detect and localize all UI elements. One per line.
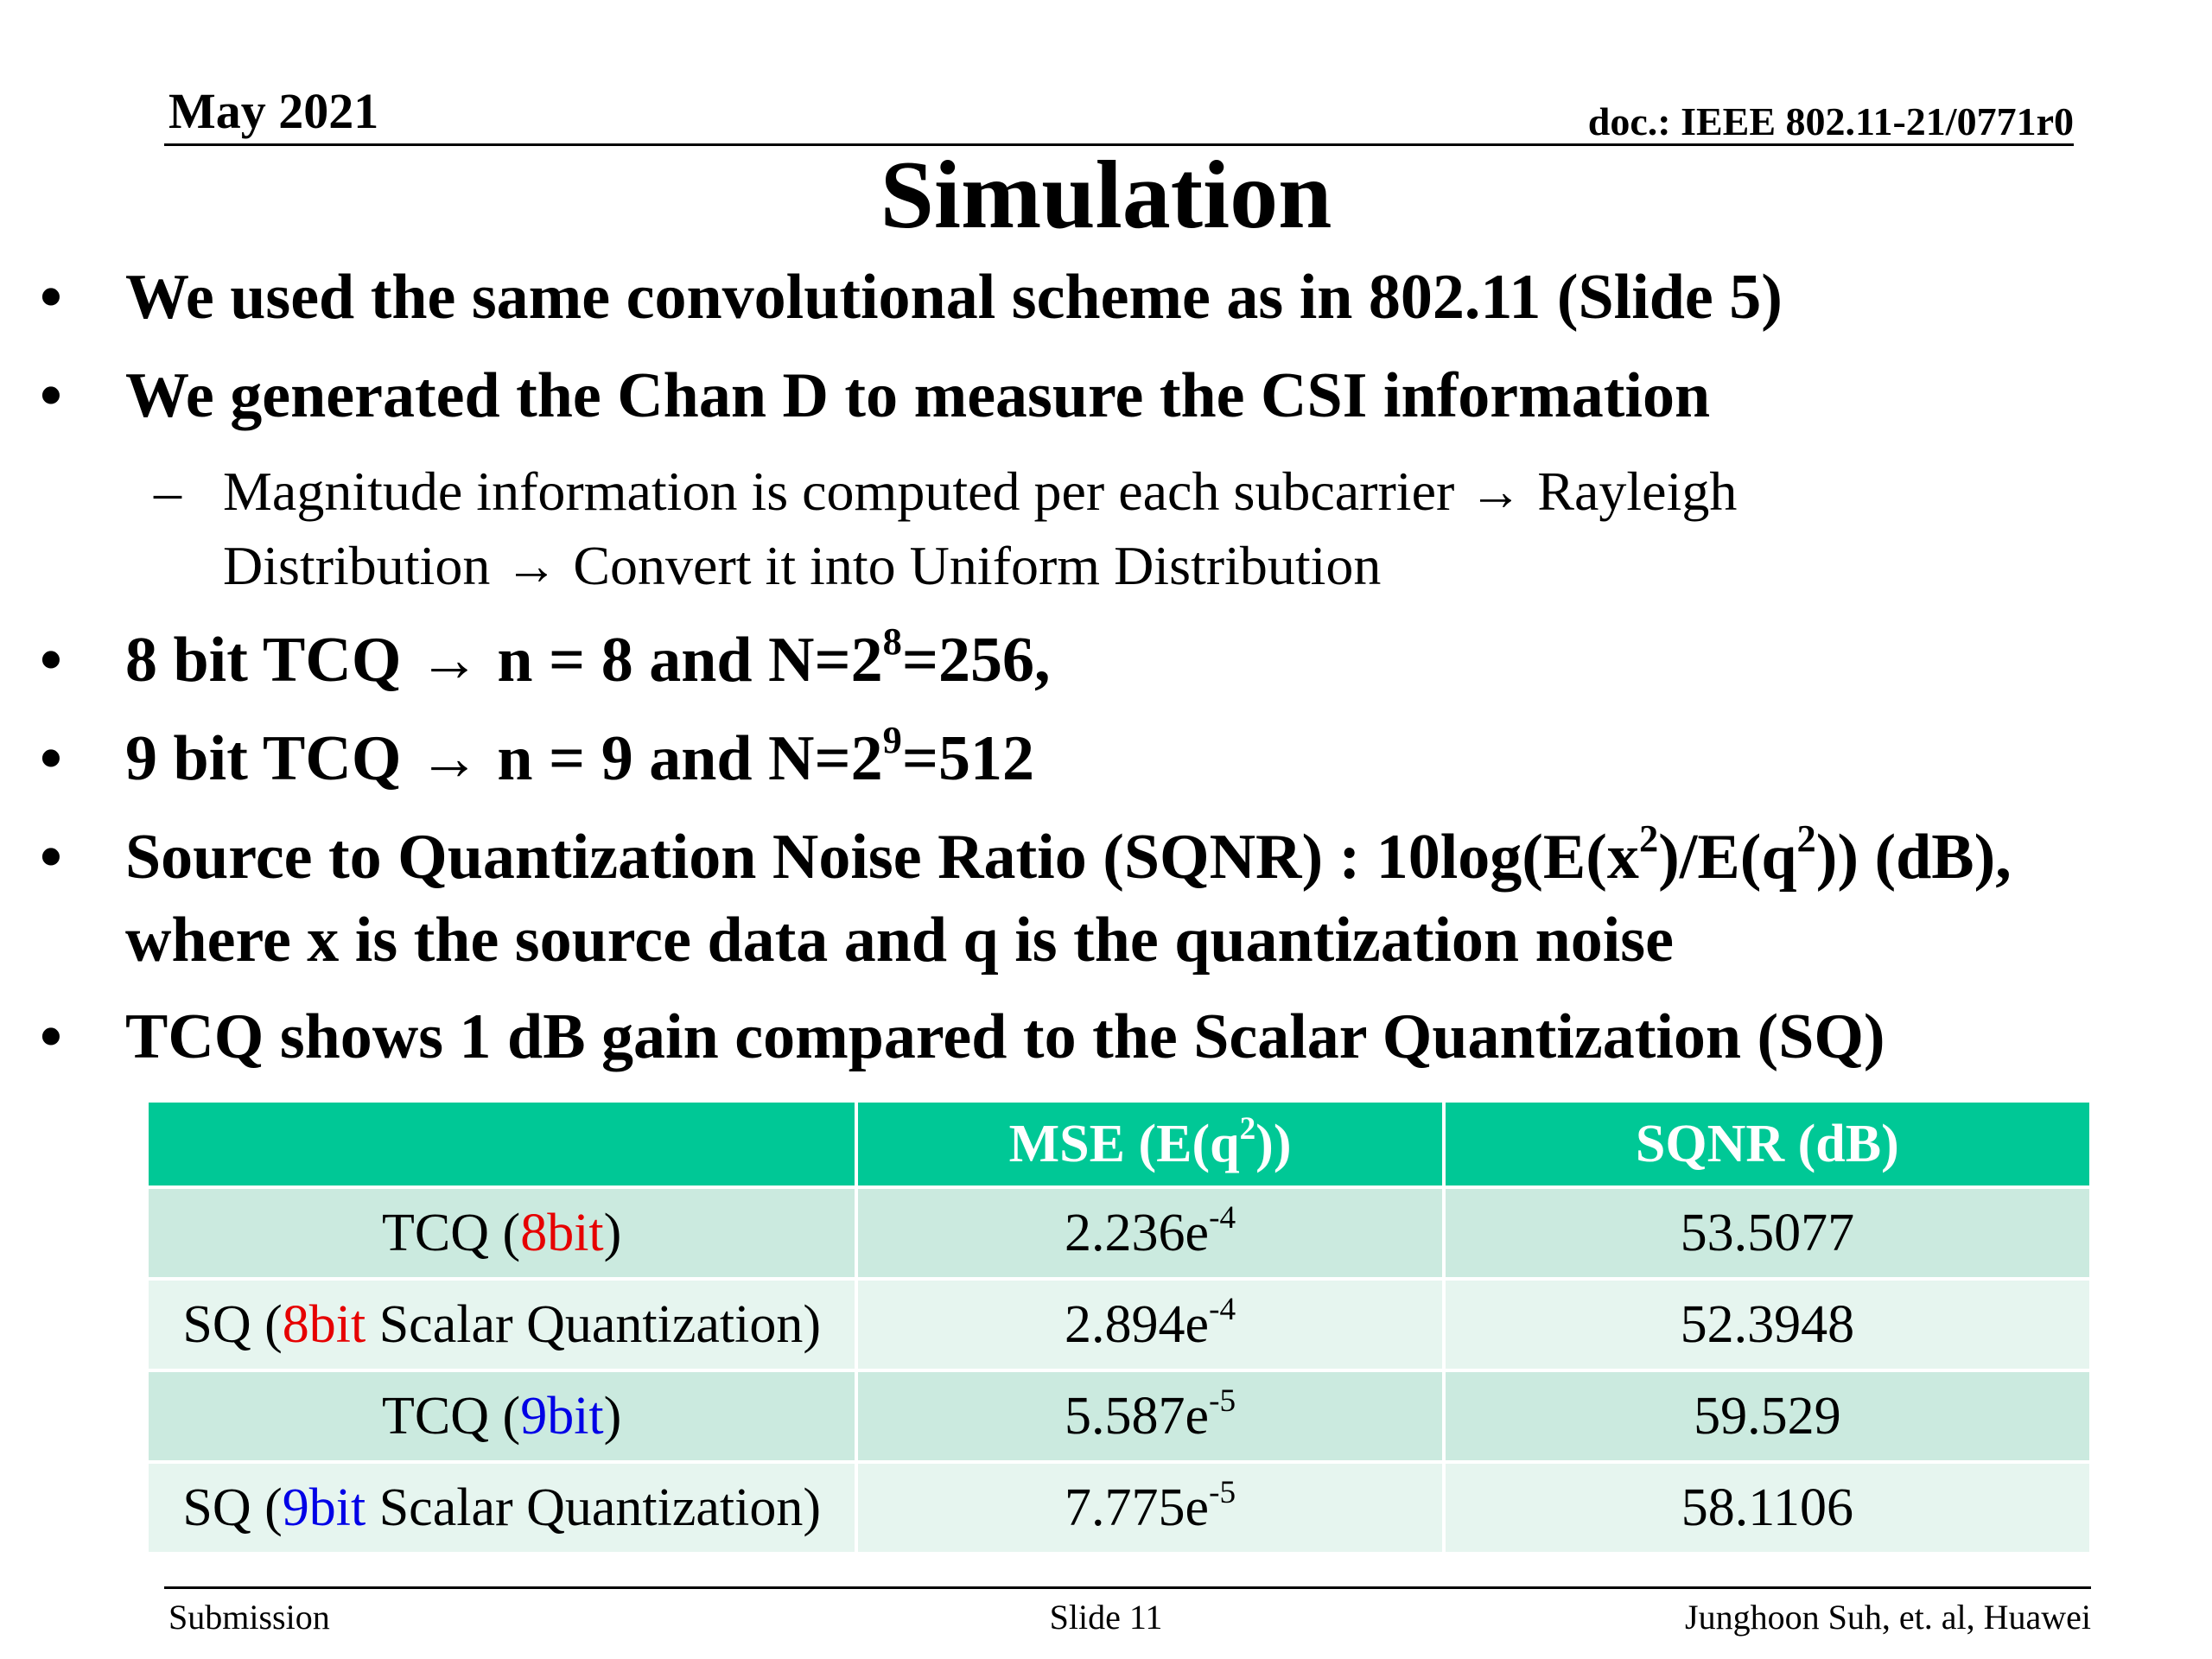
row-label bbox=[149, 1370, 856, 1462]
label-text: TCQ ( bbox=[382, 1203, 521, 1262]
bullet-text: 9 bit TCQ bbox=[125, 723, 402, 794]
arrow-icon: → bbox=[418, 625, 480, 696]
mse-value bbox=[856, 1279, 1443, 1370]
sub-bullet-1-line-2 bbox=[223, 529, 1381, 603]
bit-count: 8bit bbox=[282, 1294, 366, 1354]
footer-divider bbox=[164, 1586, 2091, 1589]
bit-count: 9bit bbox=[520, 1386, 604, 1446]
table-row bbox=[149, 1187, 2091, 1279]
table-header-mse bbox=[856, 1103, 1443, 1187]
bullet-1-text: We used the same convolutional scheme as in 802.11 (Slide 5) bbox=[125, 262, 1783, 333]
label-text: Scalar Quantization) bbox=[365, 1478, 821, 1537]
label-text: SQ ( bbox=[182, 1478, 283, 1537]
bullet-6-text: TCQ shows 1 dB gain compared to the Scalar Quantization (SQ) bbox=[125, 1001, 1885, 1072]
row-label bbox=[149, 1462, 856, 1554]
label-text: ) bbox=[603, 1386, 622, 1446]
results-table bbox=[149, 1103, 2093, 1555]
mse-value bbox=[856, 1370, 1443, 1462]
bullet-3-text bbox=[125, 619, 1051, 702]
bit-count: 8bit bbox=[520, 1203, 604, 1262]
sqnr-value: 52.3948 bbox=[1444, 1279, 2091, 1370]
bullet-marker: • bbox=[40, 262, 62, 333]
sub-bullet-text: Distribution bbox=[223, 535, 491, 596]
bullet-marker: • bbox=[40, 1001, 62, 1072]
bullet-text: =256, bbox=[901, 625, 1051, 696]
header-doc-id: doc.: IEEE 802.11-21/0771r0 bbox=[1587, 99, 2074, 143]
bullet-4-text bbox=[125, 717, 1034, 800]
sub-bullet-1-line-1 bbox=[223, 454, 1737, 529]
label-text: SQ ( bbox=[182, 1294, 283, 1354]
bullet-2-text: We generated the Chan D to measure the CSI information bbox=[125, 360, 1711, 431]
bullet-5-text bbox=[125, 816, 2012, 899]
bullet-marker: • bbox=[40, 625, 62, 696]
bit-count: 9bit bbox=[282, 1478, 366, 1537]
mse-value bbox=[856, 1462, 1443, 1554]
table-header-sqnr: SQNR (dB) bbox=[1444, 1103, 2091, 1187]
label-text: Scalar Quantization) bbox=[365, 1294, 821, 1354]
bullet-5-line-2: where x is the source data and q is the quantization noise bbox=[125, 905, 1674, 976]
sqnr-value: 53.5077 bbox=[1444, 1187, 2091, 1279]
header-text: MSE (E(q bbox=[1008, 1114, 1240, 1173]
sub-bullet-text: Rayleigh bbox=[1537, 461, 1738, 522]
row-label bbox=[149, 1187, 856, 1279]
mse-base: 7.775e bbox=[1065, 1478, 1210, 1537]
bullet-text: )/E(q bbox=[1658, 822, 1797, 893]
bullet-marker: • bbox=[40, 723, 62, 794]
mse-exponent: -5 bbox=[1209, 1382, 1236, 1419]
superscript: 2 bbox=[1796, 816, 1816, 860]
mse-exponent: -4 bbox=[1209, 1291, 1236, 1327]
table-header-row bbox=[149, 1103, 2091, 1187]
bullet-text: n = 9 and N=2 bbox=[497, 723, 883, 794]
mse-base: 5.587e bbox=[1065, 1386, 1210, 1446]
header-date: May 2021 bbox=[168, 83, 379, 139]
arrow-icon: → bbox=[418, 723, 480, 794]
sub-bullet-marker: – bbox=[154, 461, 181, 522]
table-row bbox=[149, 1370, 2091, 1462]
bullet-text: 8 bit TCQ bbox=[125, 625, 402, 696]
label-text: TCQ ( bbox=[382, 1386, 521, 1446]
footer-author: Junghoon Suh, et. al, Huawei bbox=[1685, 1598, 2091, 1637]
sqnr-value: 58.1106 bbox=[1444, 1462, 2091, 1554]
bullet-marker: • bbox=[40, 360, 62, 431]
slide-title: Simulation bbox=[880, 142, 1332, 249]
superscript: 2 bbox=[1638, 816, 1659, 860]
sub-bullet-text: Magnitude information is computed per each subcarrier bbox=[223, 461, 1455, 522]
label-text: ) bbox=[603, 1203, 622, 1262]
sqnr-value: 59.529 bbox=[1444, 1370, 2091, 1462]
table-row bbox=[149, 1462, 2091, 1554]
superscript: 2 bbox=[1239, 1110, 1256, 1147]
bullet-text: n = 8 and N=2 bbox=[497, 625, 883, 696]
arrow-icon: → bbox=[505, 535, 558, 596]
bullet-text: )) (dB), bbox=[1815, 822, 2012, 893]
footer-slide-number: Slide 11 bbox=[1049, 1598, 1163, 1637]
mse-value bbox=[856, 1187, 1443, 1279]
superscript: 8 bbox=[882, 619, 902, 663]
bullet-marker: • bbox=[40, 822, 62, 893]
arrow-icon: → bbox=[1469, 461, 1522, 522]
bullet-text: =512 bbox=[901, 723, 1035, 794]
mse-exponent: -4 bbox=[1209, 1199, 1236, 1236]
header-text: )) bbox=[1255, 1114, 1292, 1173]
mse-exponent: -5 bbox=[1209, 1474, 1236, 1510]
superscript: 9 bbox=[882, 717, 902, 761]
table-row bbox=[149, 1279, 2091, 1370]
sub-bullet-text: Convert it into Uniform Distribution bbox=[573, 535, 1382, 596]
row-label bbox=[149, 1279, 856, 1370]
mse-base: 2.236e bbox=[1065, 1203, 1210, 1262]
mse-base: 2.894e bbox=[1065, 1294, 1210, 1354]
footer-submission: Submission bbox=[168, 1598, 330, 1637]
bullet-text: Source to Quantization Noise Ratio (SQNR) : 10log(E(x bbox=[125, 822, 1639, 893]
table-header-empty bbox=[149, 1103, 856, 1187]
